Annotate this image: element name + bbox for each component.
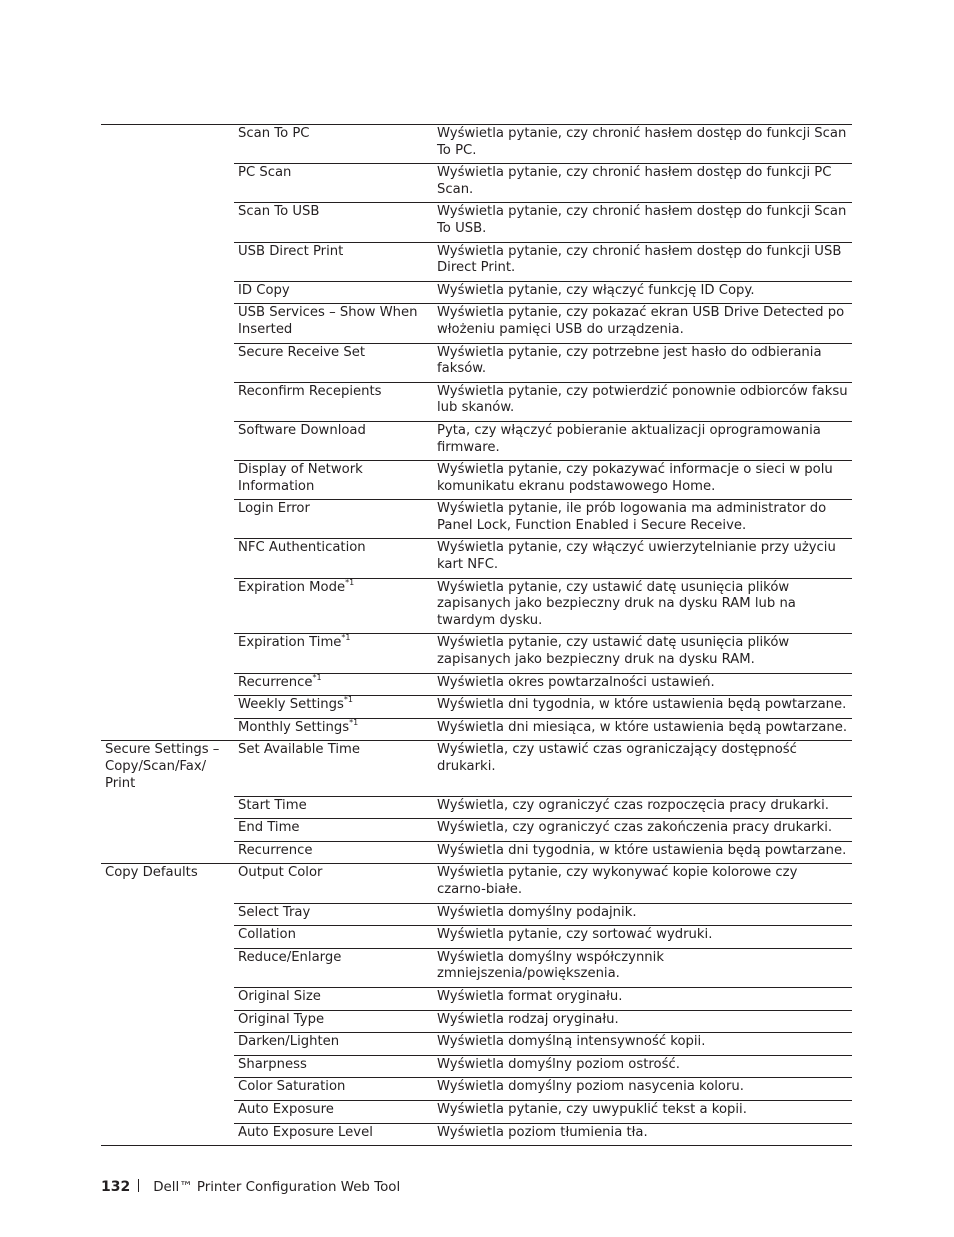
settings-table	[101, 124, 852, 1146]
setting-cell	[234, 864, 433, 903]
description-cell: Wyświetla domyślny podajnik.	[433, 903, 852, 926]
group-cell	[101, 696, 234, 719]
setting-name: Color Saturation	[238, 1079, 346, 1095]
table-row	[101, 988, 852, 1011]
group-cell	[101, 796, 234, 819]
table-row	[101, 634, 852, 673]
setting-name: PC Scan	[238, 165, 292, 181]
table-row	[101, 500, 852, 539]
group-cell	[101, 903, 234, 926]
setting-name: Reduce/Enlarge	[238, 949, 342, 965]
description-cell: Wyświetla pytanie, czy ustawić datę usunięcia plików zapisanych jako bezpieczny druk na dysku RAM.	[433, 634, 852, 673]
footer-separator	[138, 1179, 139, 1192]
setting-cell	[234, 696, 433, 719]
group-cell	[101, 673, 234, 696]
setting-name: Original Type	[238, 1011, 325, 1027]
description-cell: Wyświetla, czy ustawić czas ograniczający dostępność drukarki.	[433, 741, 852, 796]
group-cell	[101, 1010, 234, 1033]
setting-name: Login Error	[238, 501, 310, 517]
setting-cell	[234, 841, 433, 864]
description-cell: Wyświetla pytanie, czy chronić hasłem dostęp do funkcji Scan To PC.	[433, 125, 852, 164]
group-cell	[101, 343, 234, 382]
page-number: 132	[101, 1179, 131, 1195]
group-cell	[101, 1078, 234, 1101]
description-cell: Wyświetla domyślny współczynnik zmniejszenia/powiększenia.	[433, 948, 852, 987]
group-cell	[101, 461, 234, 500]
table-row	[101, 718, 852, 741]
setting-name: Original Size	[238, 989, 321, 1005]
description-cell: Wyświetla pytanie, czy pokazywać informacje o sieci w polu komunikatu ekranu podstawowego Home.	[433, 461, 852, 500]
setting-name: Secure Receive Set	[238, 344, 366, 360]
setting-name: NFC Authentication	[238, 540, 366, 556]
description-cell: Wyświetla okres powtarzalności ustawień.	[433, 673, 852, 696]
setting-cell	[234, 1055, 433, 1078]
table-row	[101, 164, 852, 203]
table-row	[101, 578, 852, 634]
setting-name: Darken/Lighten	[238, 1034, 340, 1050]
table-row	[101, 125, 852, 164]
table-row	[101, 903, 852, 926]
description-cell: Wyświetla pytanie, czy potrzebne jest hasło do odbierania faksów.	[433, 343, 852, 382]
group-cell: Secure Settings – Copy/Scan/Fax/ Print	[101, 741, 234, 796]
setting-cell	[234, 741, 433, 796]
setting-name: Monthly Settings	[238, 719, 350, 735]
setting-name: USB Direct Print	[238, 243, 344, 259]
table-row	[101, 1078, 852, 1101]
setting-cell	[234, 926, 433, 949]
table-row	[101, 926, 852, 949]
description-cell: Wyświetla domyślny poziom nasycenia koloru.	[433, 1078, 852, 1101]
setting-cell	[234, 634, 433, 673]
group-cell	[101, 242, 234, 281]
table-body	[101, 125, 852, 1146]
setting-name: Expiration Time	[238, 635, 342, 651]
description-cell: Wyświetla pytanie, czy sortować wydruki.	[433, 926, 852, 949]
setting-cell	[234, 125, 433, 164]
description-cell: Wyświetla format oryginału.	[433, 988, 852, 1011]
setting-name: Auto Exposure	[238, 1102, 334, 1117]
group-cell	[101, 1033, 234, 1056]
table-row	[101, 841, 852, 864]
setting-cell	[234, 578, 433, 634]
group-cell	[101, 125, 234, 164]
group-cell	[101, 578, 234, 634]
description-cell: Wyświetla pytanie, czy chronić hasłem dostęp do funkcji PC Scan.	[433, 164, 852, 203]
table-row	[101, 382, 852, 421]
table-row	[101, 421, 852, 460]
setting-cell	[234, 718, 433, 741]
table-row	[101, 673, 852, 696]
table-row	[101, 1055, 852, 1078]
description-cell: Wyświetla pytanie, czy wykonywać kopie kolorowe czy czarno-białe.	[433, 864, 852, 903]
table-row	[101, 304, 852, 343]
table-row	[101, 461, 852, 500]
description-cell: Wyświetla pytanie, czy chronić hasłem dostęp do funkcji Scan To USB.	[433, 203, 852, 242]
footnote-marker: *1	[341, 633, 351, 643]
footnote-marker: *1	[312, 672, 322, 682]
setting-name: Auto Exposure Level	[238, 1124, 373, 1140]
setting-name: Select Tray	[238, 904, 311, 920]
table-row	[101, 696, 852, 719]
setting-cell	[234, 1101, 433, 1124]
setting-name: Start Time	[238, 797, 307, 813]
setting-cell	[234, 796, 433, 819]
description-cell: Wyświetla pytanie, czy uwypuklić tekst a kopii.	[433, 1101, 852, 1124]
setting-cell	[234, 1078, 433, 1101]
description-cell: Wyświetla pytanie, czy pokazać ekran USB Drive Detected po włożeniu pamięci USB do urządzenia.	[433, 304, 852, 343]
description-cell: Wyświetla, czy ograniczyć czas zakończenia pracy drukarki.	[433, 819, 852, 842]
page-footer	[101, 1179, 400, 1195]
setting-cell	[234, 903, 433, 926]
group-cell	[101, 1123, 234, 1146]
table-row	[101, 281, 852, 304]
description-cell: Pyta, czy włączyć pobieranie aktualizacji oprogramowania firmware.	[433, 421, 852, 460]
setting-cell	[234, 164, 433, 203]
footnote-marker: *1	[345, 577, 355, 587]
group-cell	[101, 1101, 234, 1124]
description-cell: Wyświetla pytanie, czy włączyć funkcję ID Copy.	[433, 281, 852, 304]
table-row	[101, 343, 852, 382]
group-cell	[101, 1055, 234, 1078]
setting-name: Output Color	[238, 865, 323, 881]
setting-name: End Time	[238, 820, 300, 836]
description-cell: Wyświetla dni tygodnia, w które ustawienia będą powtarzane.	[433, 841, 852, 864]
table-row	[101, 1033, 852, 1056]
setting-cell	[234, 988, 433, 1011]
description-cell: Wyświetla domyślną intensywność kopii.	[433, 1033, 852, 1056]
group-cell	[101, 948, 234, 987]
footnote-marker: *1	[343, 695, 353, 705]
setting-cell	[234, 421, 433, 460]
setting-cell	[234, 1010, 433, 1033]
setting-name: Reconfirm Recepients	[238, 383, 382, 399]
setting-cell	[234, 500, 433, 539]
setting-cell	[234, 242, 433, 281]
table-row	[101, 948, 852, 987]
table-row	[101, 796, 852, 819]
description-cell: Wyświetla pytanie, czy włączyć uwierzytelnianie przy użyciu kart NFC.	[433, 539, 852, 578]
table-row	[101, 1101, 852, 1124]
group-cell	[101, 634, 234, 673]
description-cell: Wyświetla domyślny poziom ostrość.	[433, 1055, 852, 1078]
setting-cell	[234, 203, 433, 242]
description-cell: Wyświetla pytanie, czy chronić hasłem dostęp do funkcji USB Direct Print.	[433, 242, 852, 281]
table-row	[101, 242, 852, 281]
group-cell	[101, 718, 234, 741]
setting-cell	[234, 461, 433, 500]
footnote-marker: *1	[349, 717, 359, 727]
table-row	[101, 819, 852, 842]
group-cell: Copy Defaults	[101, 864, 234, 903]
setting-name: Display of Network Information	[238, 462, 363, 494]
setting-cell	[234, 382, 433, 421]
group-cell	[101, 926, 234, 949]
description-cell: Wyświetla rodzaj oryginału.	[433, 1010, 852, 1033]
setting-cell	[234, 948, 433, 987]
group-cell	[101, 819, 234, 842]
table-row	[101, 203, 852, 242]
group-cell	[101, 164, 234, 203]
group-cell	[101, 304, 234, 343]
group-cell	[101, 841, 234, 864]
footer-title: Dell™ Printer Configuration Web Tool	[153, 1180, 401, 1195]
group-cell	[101, 539, 234, 578]
setting-name: Expiration Mode	[238, 579, 346, 595]
group-cell	[101, 281, 234, 304]
setting-cell	[234, 819, 433, 842]
setting-name: Software Download	[238, 422, 366, 438]
table-row	[101, 864, 852, 903]
description-cell: Wyświetla pytanie, czy potwierdzić ponownie odbiorców faksu lub skanów.	[433, 382, 852, 421]
setting-cell	[234, 304, 433, 343]
setting-cell	[234, 1123, 433, 1146]
table-row	[101, 539, 852, 578]
setting-cell	[234, 539, 433, 578]
setting-cell	[234, 673, 433, 696]
group-cell	[101, 500, 234, 539]
setting-cell	[234, 343, 433, 382]
description-cell: Wyświetla pytanie, czy ustawić datę usunięcia plików zapisanych jako bezpieczny druk na dysku RAM lub na twardym dysku.	[433, 578, 852, 634]
setting-name: Recurrence	[238, 842, 313, 858]
description-cell: Wyświetla dni miesiąca, w które ustawienia będą powtarzane.	[433, 718, 852, 741]
description-cell: Wyświetla dni tygodnia, w które ustawienia będą powtarzane.	[433, 696, 852, 719]
setting-name: ID Copy	[238, 282, 290, 298]
table-row	[101, 1010, 852, 1033]
table-row	[101, 1123, 852, 1146]
setting-name: Scan To USB	[238, 204, 320, 220]
setting-name: Weekly Settings	[238, 697, 344, 713]
setting-name: USB Services – Show When Inserted	[238, 305, 418, 337]
setting-name: Sharpness	[238, 1056, 307, 1072]
description-cell: Wyświetla, czy ograniczyć czas rozpoczęcia pracy drukarki.	[433, 796, 852, 819]
table-row	[101, 741, 852, 796]
description-cell: Wyświetla poziom tłumienia tła.	[433, 1123, 852, 1146]
group-cell	[101, 988, 234, 1011]
setting-name: Set Available Time	[238, 742, 361, 758]
group-cell	[101, 382, 234, 421]
setting-name: Recurrence	[238, 674, 313, 690]
setting-name: Scan To PC	[238, 126, 310, 141]
setting-cell	[234, 281, 433, 304]
description-cell: Wyświetla pytanie, ile prób logowania ma administrator do Panel Lock, Function Enabled i Secure Receive.	[433, 500, 852, 539]
group-cell	[101, 203, 234, 242]
group-cell	[101, 421, 234, 460]
setting-name: Collation	[238, 927, 296, 943]
setting-cell	[234, 1033, 433, 1056]
